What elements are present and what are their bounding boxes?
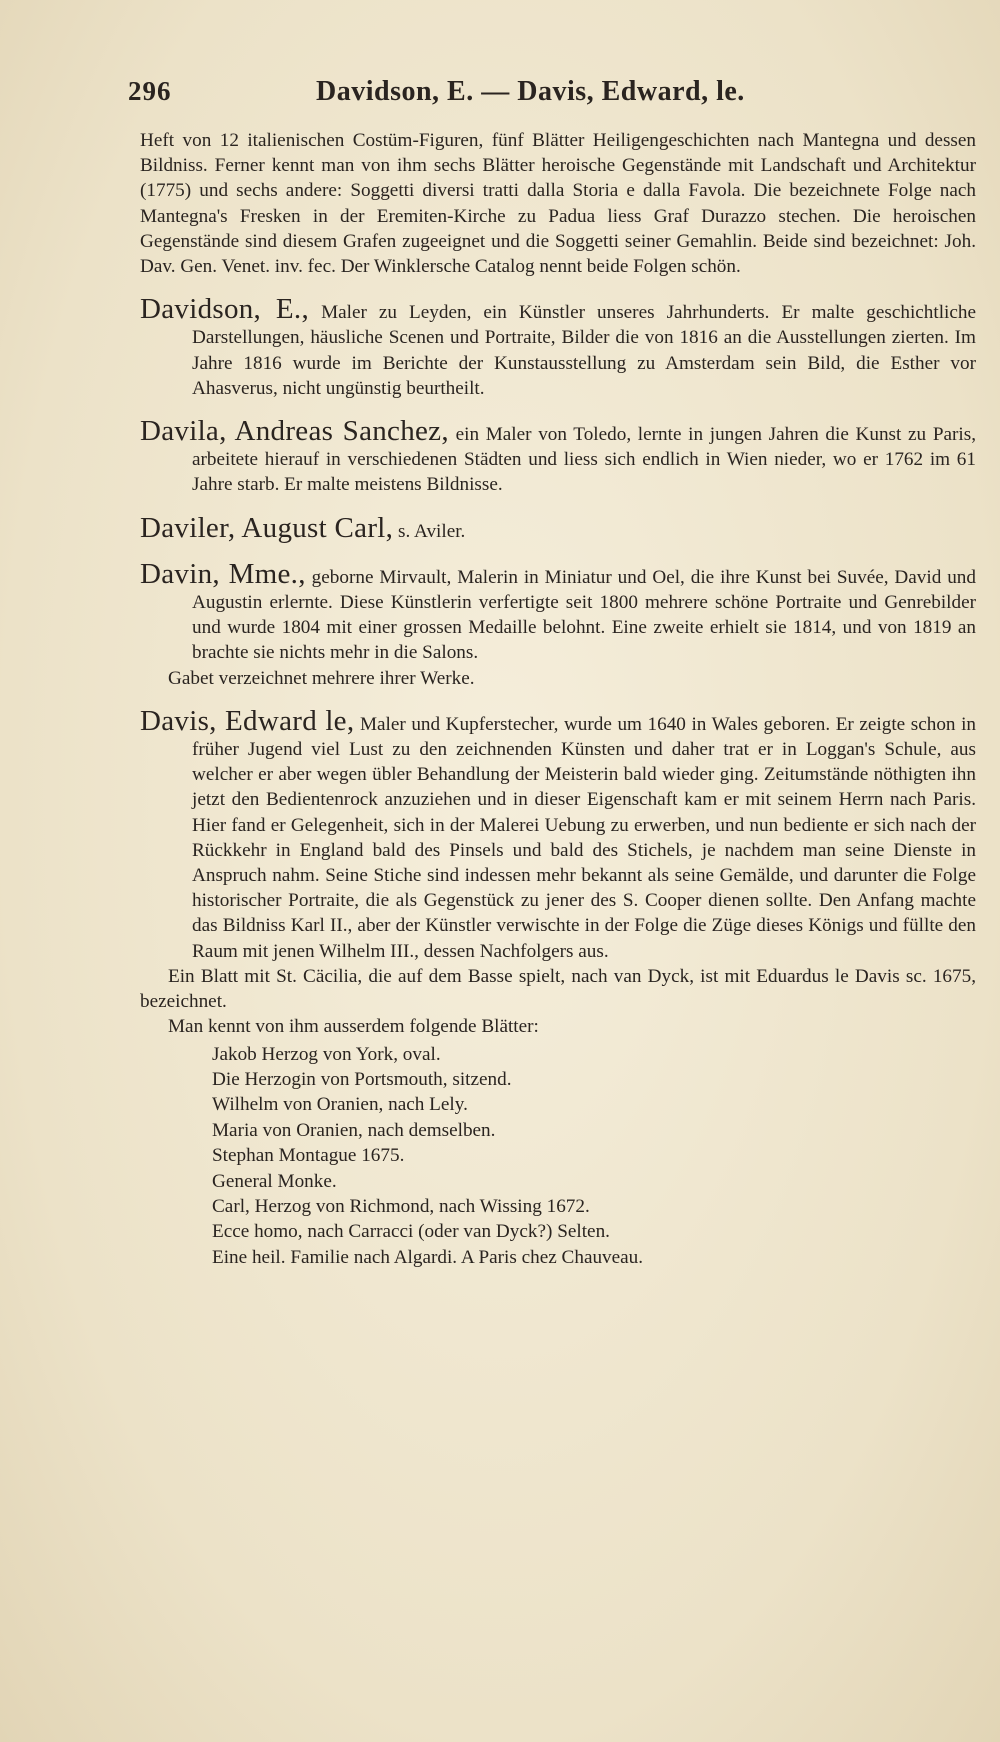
entry-note: Gabet verzeichnet mehrere ihrer Werke. [168,667,475,689]
plate-item: Maria von Oranien, nach demselben. [212,1119,496,1141]
entry-text: ein Maler von Toledo, lernte in jungen Jahren die Kunst zu Paris, arbeitete hierauf in verschiedenen Städten und liess sich endlich in Wien nieder, wo er 1762 im 61 Jahre starb. Er malte meistens Bildnisse. [192,424,976,496]
entry-text: geborne Mirvault, Malerin in Miniatur und Oel, die ihre Kunst bei Suvée, David und Augustin erlernte. Diese Künstlerin verfertigte seit 1800 mehrere schöne Portraite und Genrebilder und wurde 1804 mit einer grossen Medaille belohnt. Eine zweite erhielt sie 1814, und von 1819 an brachte sie nichts mehr in die Salons. [192,566,976,664]
plate-list [140,1042,976,1271]
plate-item: Jakob Herzog von York, oval. [212,1043,441,1065]
plate-item: Stephan Montague 1675. [212,1145,405,1167]
entry-davis [140,704,976,1270]
entry-davin [140,557,976,691]
page-number: 296 [128,76,172,106]
entry-headword: Davin, Mme., [140,557,306,590]
entry-davila [140,415,976,498]
page-body [140,128,976,1270]
entry-paragraph: Ein Blatt mit St. Cäcilia, die auf dem Basse spielt, nach van Dyck, ist mit Eduardus le Davis sc. 1675, bezeichnet. [140,965,976,1013]
entry-text: s. Aviler. [398,520,466,542]
entry-headword: Daviler, August Carl, [140,511,394,544]
entry-headword: Davila, Andreas Sanchez, [140,415,449,448]
plate-item: Eine heil. Familie nach Algardi. A Paris chez Chauveau. [212,1246,644,1268]
entry-davidson [140,293,977,401]
continuation-paragraph: Heft von 12 italienischen Costüm-Figuren, fünf Blätter Heiligengeschichten nach Mantegna und dessen Bildniss. Ferner kennt man von ihm sechs Blätter heroische Gegenstände mit Landschaft und Architektur (1775) und sechs andere: Soggetti diversi tratti dalla Storia e dalla Favola. Die bezeichnete Folge nach Mantegna's Fresken in der Eremiten-Kirche zu Padua liess Graf Durazzo stechen. Die heroischen Gegenstände sind diesem Grafen zugeeignet und die Soggetti seiner Gemahlin. Beide sind bezeichnet: Joh. Dav. Gen. Venet. inv. fec. Der Winklersche Catalog nennt beide Folgen schön. [140,130,976,278]
page-header [128,70,888,110]
running-head: Davidson, E. — Davis, Edward, le. [316,76,745,107]
entry-daviler [140,511,976,544]
plate-item: Ecce homo, nach Carracci (oder van Dyck?) Selten. [212,1221,610,1243]
plate-item: General Monke. [212,1170,337,1192]
entry-paragraph: Man kennt von ihm ausserdem folgende Blätter: [168,1016,539,1038]
entry-text: Maler und Kupferstecher, wurde um 1640 in Wales geboren. Er zeigte schon in früher Jugend viel Lust zu den zeichnenden Künsten und daher trat er in Loggan's Schule, aus welcher er aber wegen übler Behandlung der Meisterin bald wieder ging. Zeitumstände nöthigten ihn jetzt den Bedientenrock anzuziehen und in dieser Eigenschaft kam er mit seinem Herrn nach Paris. Hier fand er Gelegenheit, sich in der Malerei Uebung zu erwerben, und nun bediente er sich nach der Rückkehr in England bald des Pinsels und bald des Stichels, je nachdem man seine Dienste in Anspruch nahm. Seine Stiche sind indessen mehr bekannt als seine Gemälde, und darunter die Folge historischer Portraite, die als Gegenstück zu jener des S. Cooper dienen sollte. Den Anfang machte das Bildniss Karl II., aber der Künstler verwischte in der Folge die Züge dieses Königs und füllte den Raum mit jenen Wilhelm III., dessen Nachfolgers aus. [192,713,976,962]
plate-item: Carl, Herzog von Richmond, nach Wissing 1672. [212,1195,590,1217]
entry-headword: Davis, Edward le, [140,704,355,737]
plate-item: Wilhelm von Oranien, nach Lely. [212,1094,468,1116]
entry-text: Maler zu Leyden, ein Künstler unseres Jahrhunderts. Er malte geschichtliche Darstellungen, häusliche Scenen und Portraite, Bilder die von 1816 an die Ausstellungen zierten. Im Jahre 1816 wurde im Berichte der Kunstausstellung zu Amsterdam sein Bild, die Esther vor Ahasverus, nicht ungünstig beurtheilt. [192,302,977,399]
plate-item: Die Herzogin von Portsmouth, sitzend. [212,1068,512,1090]
entry-headword: Davidson, E., [140,293,310,326]
